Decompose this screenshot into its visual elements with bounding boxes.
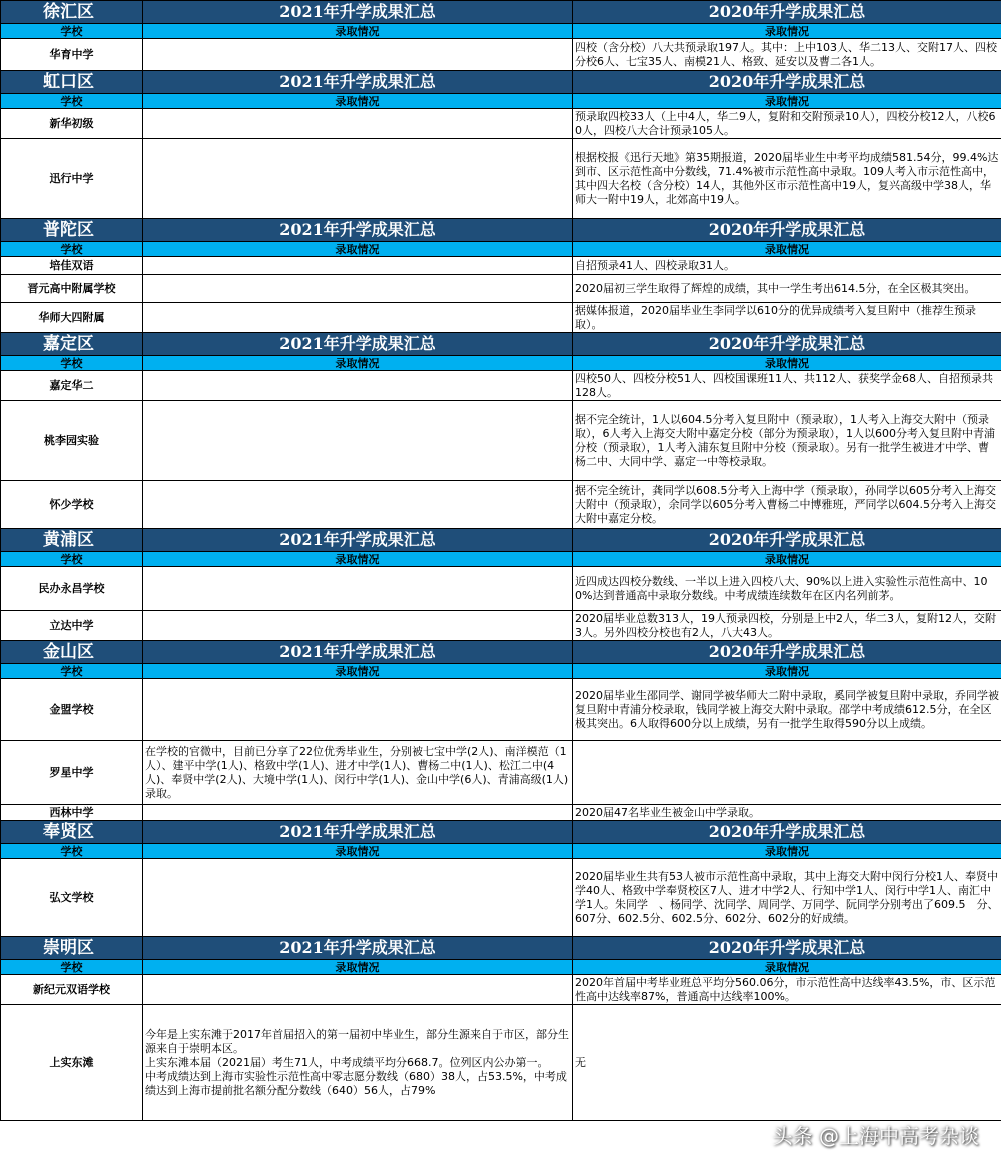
school-column-header: 学校 (1, 94, 143, 109)
school-name: 立达中学 (1, 611, 143, 641)
district-header-row (1, 529, 1001, 552)
admission-2020-cell: 预录取四校33人（上中4人，华二9人，复附和交附预录10人），四校分校12人，八校60人，四校八大合计预录105人。 (573, 109, 1001, 139)
school-name: 西林中学 (1, 805, 143, 821)
admission-2021-header: 录取情况 (143, 960, 573, 975)
table-row (1, 257, 1001, 275)
table-row (1, 39, 1001, 71)
admission-2021-cell (143, 679, 573, 741)
header-2020: 2020年升学成果汇总 (573, 333, 1001, 356)
district-header-row (1, 821, 1001, 844)
admission-2020-cell: 2020届初三学生取得了辉煌的成绩，其中一学生考出614.5分，在全区极其突出。 (573, 275, 1001, 303)
table-row (1, 481, 1001, 529)
admission-2021-header: 录取情况 (143, 552, 573, 567)
admission-2020-cell: 据媒体报道，2020届毕业生李同学以610分的优异成绩考入复旦附中（推荐生预录取）。 (573, 303, 1001, 333)
watermark: 头条 @上海中高考杂谈 (772, 1124, 979, 1148)
school-name: 新华初级 (1, 109, 143, 139)
admission-2020-header: 录取情况 (573, 24, 1001, 39)
table-row (1, 679, 1001, 741)
header-2021: 2021年升学成果汇总 (143, 821, 573, 844)
header-2020: 2020年升学成果汇总 (573, 821, 1001, 844)
school-column-header: 学校 (1, 844, 143, 859)
school-name: 怀少学校 (1, 481, 143, 529)
admission-2021-header: 录取情况 (143, 664, 573, 679)
admission-2021-cell (143, 859, 573, 937)
admission-2021-cell: 今年是上实东滩于2017年首届招入的第一届初中毕业生，部分生源来自于市区，部分生源来自于崇明本区。 上实东滩本届（2021届）考生71人，中考成绩平均分668.7。位列区内公办第一。 中考成绩达到上海市实验性示范性高中零志愿分数线（680）38人，占53.5%，中考成绩达到上海市提前批名额分配分数线（640）56人，占79% (143, 1005, 573, 1121)
school-column-header: 学校 (1, 552, 143, 567)
admission-2020-cell: 近四成达四校分数线、一半以上进入四校八大、90%以上进入实验性示范性高中、100%达到普通高中录取分数线。中考成绩连续数年在区内名列前茅。 (573, 567, 1001, 611)
table-row (1, 275, 1001, 303)
admission-2021-cell (143, 39, 573, 71)
admission-2020-cell: 根据校报《迅行天地》第35期报道，2020届毕业生中考平均成绩581.54分，99.4%达到市、区示范性高中分数线，71.4%被市示范性高中录取。109人考入市示范性高中，其中四大名校（含分校）14人，其他外区市示范性高中19人，复兴高级中学38人，华师大一附中19人，北郊高中19人。 (573, 139, 1001, 219)
admission-2021-cell (143, 401, 573, 481)
district-name: 嘉定区 (1, 333, 143, 356)
admission-2021-header: 录取情况 (143, 356, 573, 371)
district-header-row (1, 219, 1001, 242)
column-header-row (1, 356, 1001, 371)
admission-2020-header: 录取情况 (573, 552, 1001, 567)
admission-2021-cell (143, 371, 573, 401)
school-name: 新纪元双语学校 (1, 975, 143, 1005)
admission-2020-cell: 无 (573, 1005, 1001, 1121)
district-header-row (1, 1, 1001, 24)
school-name: 培佳双语 (1, 257, 143, 275)
admission-2020-cell: 据不完全统计，龚同学以608.5分考入上海中学（预录取），孙同学以605分考入上海交大附中（预录取），余同学以605分考入曹杨二中博雅班，严同学以604.5分考入上海交大附中嘉定分校。 (573, 481, 1001, 529)
admission-2020-header: 录取情况 (573, 960, 1001, 975)
school-column-header: 学校 (1, 356, 143, 371)
column-header-row (1, 24, 1001, 39)
table-row (1, 975, 1001, 1005)
table-row (1, 1005, 1001, 1121)
header-2020: 2020年升学成果汇总 (573, 1, 1001, 24)
school-name: 民办永昌学校 (1, 567, 143, 611)
school-name: 晋元高中附属学校 (1, 275, 143, 303)
admission-2020-header: 录取情况 (573, 242, 1001, 257)
header-2020: 2020年升学成果汇总 (573, 529, 1001, 552)
table-row (1, 109, 1001, 139)
table-row (1, 401, 1001, 481)
school-column-header: 学校 (1, 960, 143, 975)
admission-2020-cell: 2020届47名毕业生被金山中学录取。 (573, 805, 1001, 821)
district-name: 徐汇区 (1, 1, 143, 24)
school-name: 嘉定华二 (1, 371, 143, 401)
table-row (1, 567, 1001, 611)
admission-2021-header: 录取情况 (143, 844, 573, 859)
column-header-row (1, 664, 1001, 679)
district-header-row (1, 333, 1001, 356)
school-name: 华师大四附属 (1, 303, 143, 333)
district-name: 黄浦区 (1, 529, 143, 552)
admission-2021-cell (143, 257, 573, 275)
school-name: 华育中学 (1, 39, 143, 71)
school-column-header: 学校 (1, 664, 143, 679)
admission-2021-cell (143, 303, 573, 333)
header-2021: 2021年升学成果汇总 (143, 1, 573, 24)
column-header-row (1, 242, 1001, 257)
school-name: 弘文学校 (1, 859, 143, 937)
header-2021: 2021年升学成果汇总 (143, 219, 573, 242)
table-row (1, 859, 1001, 937)
table-row (1, 805, 1001, 821)
admission-2021-cell (143, 611, 573, 641)
admission-2021-cell (143, 975, 573, 1005)
header-2021: 2021年升学成果汇总 (143, 641, 573, 664)
school-column-header: 学校 (1, 24, 143, 39)
table-row (1, 741, 1001, 805)
column-header-row (1, 552, 1001, 567)
district-name: 虹口区 (1, 71, 143, 94)
admission-2021-cell: 在学校的官微中，目前已分享了22位优秀毕业生，分别被七宝中学(2人)、南洋模范（1人）、建平中学(1人)、格致中学(1人)、进才中学(1人)、曹杨二中(1人)、松江二中(4人)、奉贤中学(2人)、大境中学(1人)、闵行中学(1人)、金山中学(6人)、青浦高级(1人)录取。 (143, 741, 573, 805)
header-2020: 2020年升学成果汇总 (573, 71, 1001, 94)
admission-2020-cell: 据不完全统计，1人以604.5分考入复旦附中（预录取），1人考入上海交大附中（预录取），6人考入上海交大附中嘉定分校（部分为预录取），1人以600分考入复旦附中青浦分校（预录取），1人考入浦东复旦附中分校（预录取）。另有一批学生被进才中学、曹杨二中、大同中学、嘉定一中等校录取。 (573, 401, 1001, 481)
admission-2020-cell: 2020届毕业总数313人，19人预录四校，分别是上中2人，华二3人，复附12人，交附3人。另外四校分校也有2人，八大43人。 (573, 611, 1001, 641)
table-row (1, 303, 1001, 333)
admission-2020-cell: 自招预录41人、四校录取31人。 (573, 257, 1001, 275)
district-name: 金山区 (1, 641, 143, 664)
admission-2021-cell (143, 109, 573, 139)
header-2020: 2020年升学成果汇总 (573, 937, 1001, 960)
school-name: 金盟学校 (1, 679, 143, 741)
admission-2021-cell (143, 805, 573, 821)
school-name: 桃李园实验 (1, 401, 143, 481)
header-2020: 2020年升学成果汇总 (573, 219, 1001, 242)
district-header-row (1, 71, 1001, 94)
admission-2021-cell (143, 139, 573, 219)
admission-2020-header: 录取情况 (573, 356, 1001, 371)
admission-2021-cell (143, 567, 573, 611)
admission-2021-header: 录取情况 (143, 242, 573, 257)
admission-2020-header: 录取情况 (573, 664, 1001, 679)
district-header-row (1, 641, 1001, 664)
admission-2020-cell: 2020届毕业生共有53人被市示范性高中录取，其中上海交大附中闵行分校1人、奉贤中学40人、格致中学奉贤校区7人、进才中学2人、行知中学1人、闵行中学1人、南汇中学1人。朱同学 、杨同学、沈同学、周同学、万同学、阮同学分别考出了609.5 分、607分、602.5分、602.5分、602分、602分的好成绩。 (573, 859, 1001, 937)
admission-2020-cell: 2020届毕业生邵同学、谢同学被华师大二附中录取，奚同学被复旦附中录取，乔同学被复旦附中青浦分校录取，钱同学被上海交大附中录取。邵学中考成绩612.5分，在全区极其突出。6人取得600分以上成绩，另有一批学生取得590分以上成绩。 (573, 679, 1001, 741)
school-column-header: 学校 (1, 242, 143, 257)
table-row (1, 139, 1001, 219)
admission-2020-cell: 2020年首届中考毕业班总平均分560.06分，市示范性高中达线率43.5%，市、区示范性高中达线率87%，普通高中达线率100%。 (573, 975, 1001, 1005)
admission-2020-header: 录取情况 (573, 94, 1001, 109)
column-header-row (1, 94, 1001, 109)
district-name: 奉贤区 (1, 821, 143, 844)
admission-2020-header: 录取情况 (573, 844, 1001, 859)
table-row (1, 371, 1001, 401)
header-2020: 2020年升学成果汇总 (573, 641, 1001, 664)
column-header-row (1, 960, 1001, 975)
admission-2021-cell (143, 275, 573, 303)
column-header-row (1, 844, 1001, 859)
admission-2021-header: 录取情况 (143, 24, 573, 39)
header-2021: 2021年升学成果汇总 (143, 71, 573, 94)
school-name: 罗星中学 (1, 741, 143, 805)
school-name: 上实东滩 (1, 1005, 143, 1121)
district-header-row (1, 937, 1001, 960)
admission-2021-header: 录取情况 (143, 94, 573, 109)
school-name: 迅行中学 (1, 139, 143, 219)
results-table-body (1, 1, 1001, 1121)
table-row (1, 611, 1001, 641)
admission-2020-cell: 四校50人、四校分校51人、四校国课班11人、共112人、获奖学金68人、自招预录共128人。 (573, 371, 1001, 401)
header-2021: 2021年升学成果汇总 (143, 937, 573, 960)
district-name: 崇明区 (1, 937, 143, 960)
admission-2020-cell (573, 741, 1001, 805)
admission-2020-cell: 四校（含分校）八大共预录取197人。其中：上中103人、华二13人、交附17人、四校分校6人、七宝35人、南模21人、格致、延安以及曹二各1人。 (573, 39, 1001, 71)
header-2021: 2021年升学成果汇总 (143, 333, 573, 356)
admission-2021-cell (143, 481, 573, 529)
district-name: 普陀区 (1, 219, 143, 242)
header-2021: 2021年升学成果汇总 (143, 529, 573, 552)
